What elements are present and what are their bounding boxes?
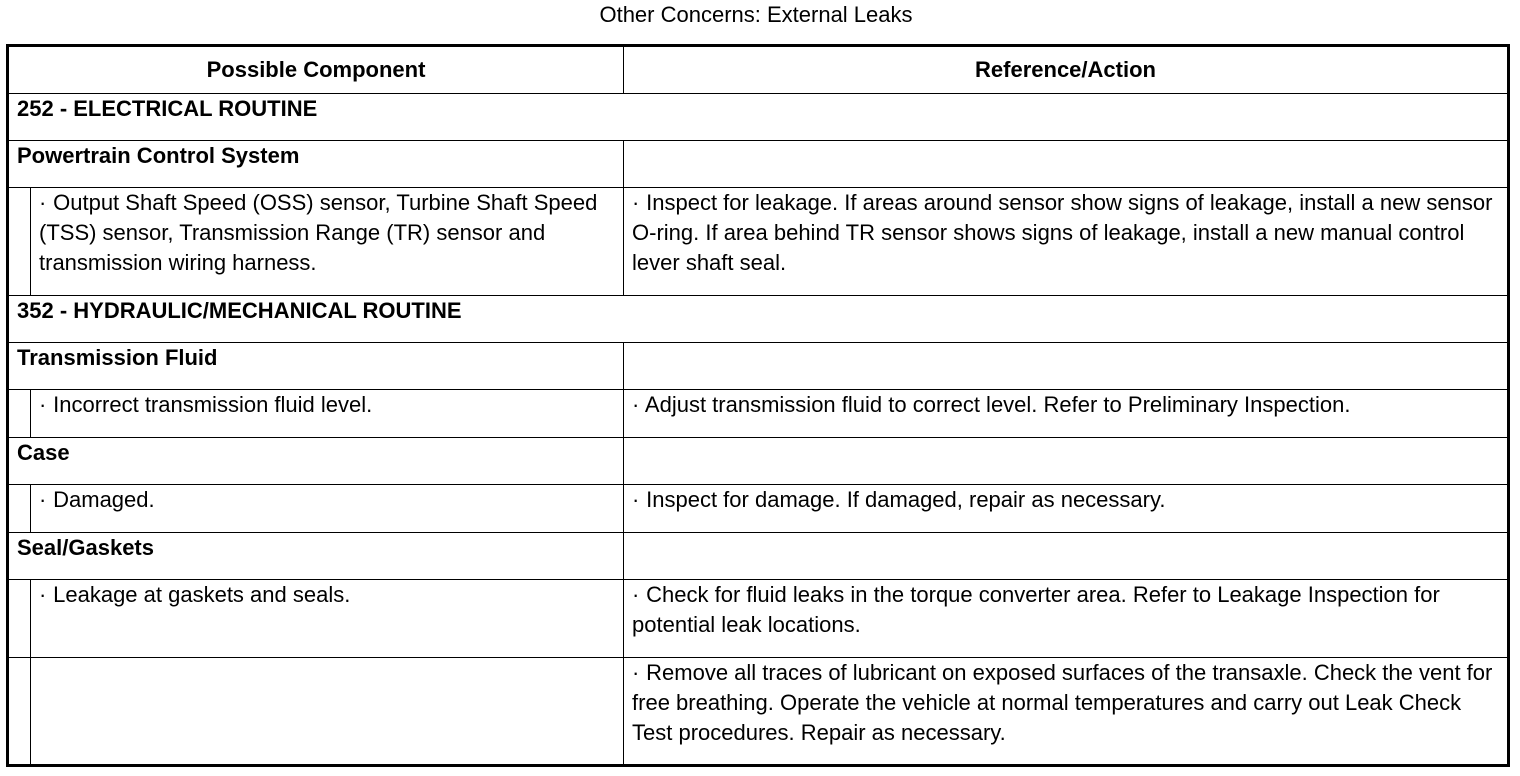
item-component-text: Output Shaft Speed (OSS) sensor, Turbine Shaft Speed (TSS) sensor, Transmission Range (TR) sensor and transmission wiring harness.	[39, 190, 598, 275]
bullet: ·	[39, 582, 47, 607]
indent-cell	[8, 580, 31, 658]
indent-cell	[8, 658, 31, 766]
bullet: ·	[39, 487, 47, 512]
bullet: ·	[39, 190, 47, 215]
indent-cell	[8, 485, 31, 533]
bullet: ·	[632, 582, 640, 607]
item-action-text: Adjust transmission fluid to correct level. Refer to Preliminary Inspection.	[644, 392, 1351, 417]
group-action-cell	[624, 533, 1509, 580]
group-action-cell	[624, 343, 1509, 390]
table-caption: Other Concerns: External Leaks	[599, 2, 913, 27]
item-row	[8, 188, 1509, 296]
item-component	[31, 390, 624, 438]
indent-cell	[8, 188, 31, 296]
item-component	[31, 188, 624, 296]
item-action	[624, 390, 1509, 438]
item-action	[624, 188, 1509, 296]
header-row	[8, 46, 1509, 94]
group-title: Powertrain Control System	[8, 141, 624, 188]
group-row	[8, 343, 1509, 390]
item-component	[31, 485, 624, 533]
diagnostic-table	[6, 44, 1510, 767]
group-row	[8, 438, 1509, 485]
item-action	[624, 485, 1509, 533]
item-action	[624, 658, 1509, 766]
item-component-text: Leakage at gaskets and seals.	[53, 582, 351, 607]
section-title: 352 - HYDRAULIC/MECHANICAL ROUTINE	[8, 296, 1509, 343]
bullet: ·	[632, 660, 640, 685]
item-component	[31, 658, 624, 766]
item-component-text: Incorrect transmission fluid level.	[53, 392, 373, 417]
item-row	[8, 658, 1509, 766]
header-reference-action: Reference/Action	[624, 46, 1509, 94]
section-title: 252 - ELECTRICAL ROUTINE	[8, 94, 1509, 141]
item-row	[8, 485, 1509, 533]
group-title: Transmission Fluid	[8, 343, 624, 390]
item-action-text: Remove all traces of lubricant on exposed surfaces of the transaxle. Check the vent for free breathing. Operate the vehicle at normal temperatures and carry out Leak Check Test procedures. Repair as necessary.	[632, 660, 1493, 745]
item-row	[8, 580, 1509, 658]
item-component-text: Damaged.	[53, 487, 155, 512]
group-action-cell	[624, 141, 1509, 188]
section-row	[8, 296, 1509, 343]
bullet: ·	[632, 392, 640, 417]
section-row	[8, 94, 1509, 141]
header-possible-component: Possible Component	[8, 46, 624, 94]
group-title: Seal/Gaskets	[8, 533, 624, 580]
bullet: ·	[632, 487, 640, 512]
item-action-text: Inspect for leakage. If areas around sensor show signs of leakage, install a new sensor O-ring. If area behind TR sensor shows signs of leakage, install a new manual control lever shaft seal.	[632, 190, 1493, 275]
bullet: ·	[632, 190, 640, 215]
group-row	[8, 141, 1509, 188]
group-title: Case	[8, 438, 624, 485]
item-action	[624, 580, 1509, 658]
item-component	[31, 580, 624, 658]
group-action-cell	[624, 438, 1509, 485]
item-row	[8, 390, 1509, 438]
indent-cell	[8, 390, 31, 438]
item-action-text: Inspect for damage. If damaged, repair as necessary.	[646, 487, 1166, 512]
item-action-text: Check for fluid leaks in the torque converter area. Refer to Leakage Inspection for potential leak locations.	[632, 582, 1440, 637]
group-row	[8, 533, 1509, 580]
bullet: ·	[39, 392, 47, 417]
